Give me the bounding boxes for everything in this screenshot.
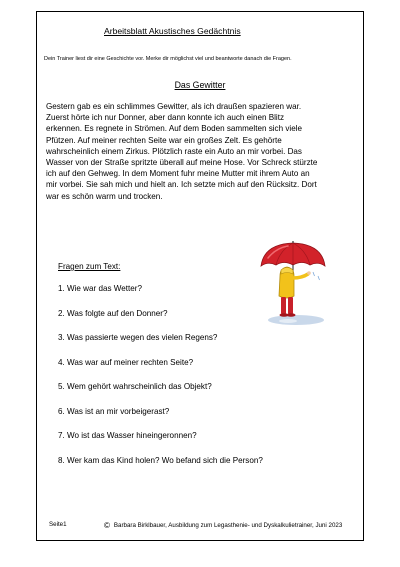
question-item: 8. Wer kam das Kind holen? Wo befand sich die Person?	[58, 455, 263, 465]
story-text	[46, 101, 358, 202]
raindrop	[318, 276, 320, 280]
child-with-red-umbrella-icon	[258, 240, 328, 328]
copyright-line	[104, 521, 342, 530]
story-line: Zuerst hörte ich nur Donner, aber dann konnte ich auch einen Blitz	[46, 113, 285, 123]
question-item: 4. Was war auf meiner rechten Seite?	[58, 357, 194, 367]
question-item: 6. Was ist an mir vorbeigerast?	[58, 406, 170, 416]
story-line: wahrscheinlich einem Zirkus. Plötzlich raste ein Auto an mir vorbei. Das	[46, 146, 302, 156]
question-item: 2. Was folgte auf den Donner?	[58, 308, 168, 318]
story-title: Das Gewitter	[174, 80, 226, 90]
story-line: Pfützen. Auf meiner rechten Seite war ein großes Zelt. Es gehörte	[46, 135, 282, 145]
question-item: 1. Wie war das Wetter?	[58, 284, 142, 293]
copyright-icon: ©	[104, 521, 110, 530]
right-boot	[288, 297, 293, 314]
story-line: Wasser von der Straße spritzte überall auf meine Hose. Vor Schreck stürzte	[46, 158, 318, 168]
question-item: 5. Wem gehört wahrscheinlich das Objekt?	[58, 382, 212, 391]
story-line: mir vorbei. Sie sah mich und hielt an. Ich setzte mich auf den Rücksitz. Dort	[46, 180, 317, 190]
question-item: 7. Wo ist das Wasser hineingeronnen?	[58, 431, 197, 440]
story-line: war es schön warm und trocken.	[46, 191, 163, 201]
instruction-text: Dein Trainer liest dir eine Geschichte vor. Merke dir möglichst viel und beantworte danach die Fragen.	[44, 56, 292, 62]
page-number: Seite1	[49, 521, 67, 528]
questions-heading: Fragen zum Text:	[58, 262, 121, 271]
story-line: erkennen. Es regnete in Strömen. Auf dem Boden sammelten sich viele	[46, 124, 302, 134]
raincoat-sleeve	[293, 274, 308, 278]
question-item: 3. Was passierte wegen des vielen Regens?	[58, 333, 218, 342]
left-boot	[281, 297, 286, 314]
puddle-shine	[279, 319, 297, 323]
story-line: ich auf den Gehweg. In dem Moment fuhr meine Mutter mit ihrem Auto an	[46, 169, 310, 179]
hand	[307, 271, 311, 275]
puddle	[268, 315, 324, 325]
worksheet-title: Arbeitsblatt Akustisches Gedächtnis	[104, 26, 241, 36]
right-boot-sole	[287, 313, 296, 317]
story-line: Gestern gab es ein schlimmes Gewitter, als ich draußen spazieren war.	[46, 102, 302, 111]
copyright-text: Barbara Birklbauer, Ausbildung zum Legasthenie- und Dyskalkulietrainer, Juni 2023	[113, 522, 343, 529]
raindrop	[313, 272, 315, 276]
